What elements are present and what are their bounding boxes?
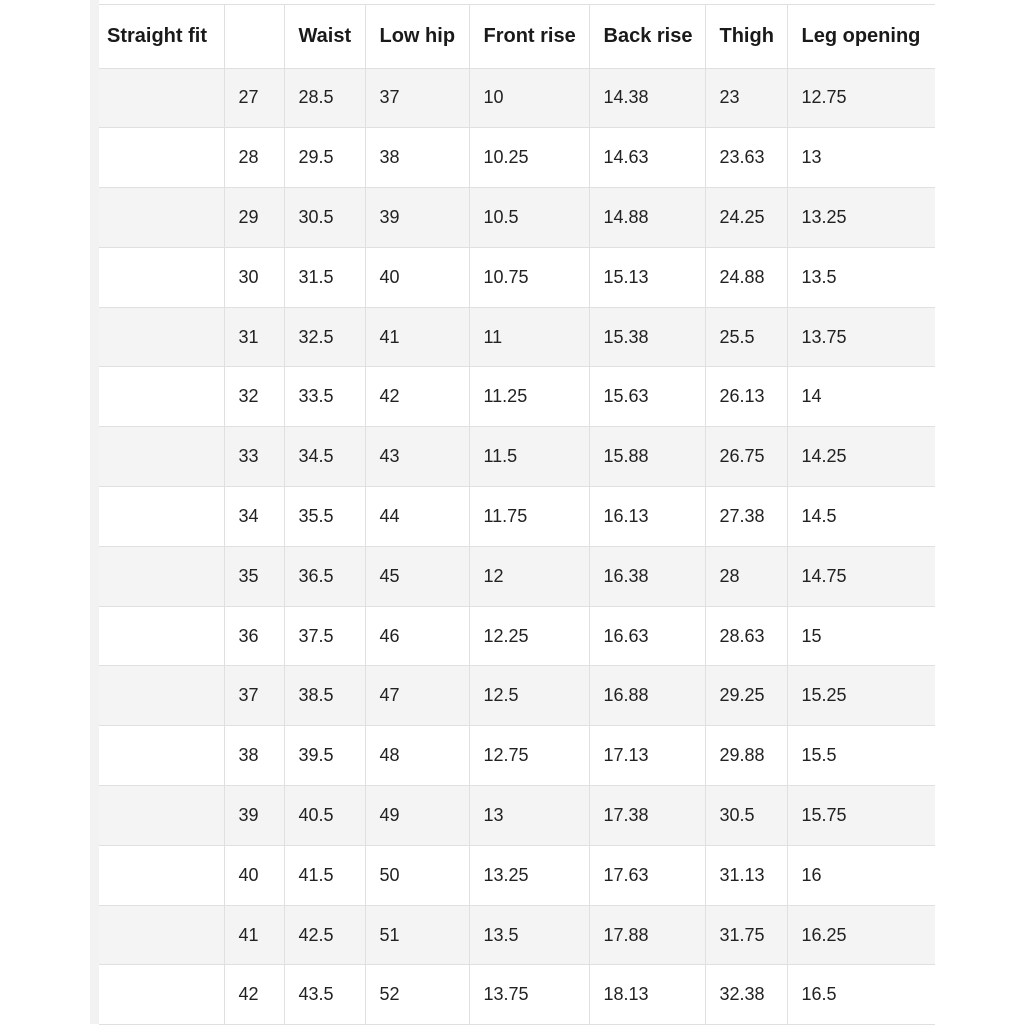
- front-rise-cell: 13.75: [469, 965, 589, 1025]
- thigh-cell: 32.38: [705, 965, 787, 1025]
- front-rise-cell: 12: [469, 546, 589, 606]
- waist-cell: 30.5: [284, 188, 365, 248]
- leg-opening-cell: 14.75: [787, 546, 935, 606]
- back-rise-cell: 14.88: [589, 188, 705, 248]
- back-rise-cell: 15.38: [589, 307, 705, 367]
- fit-cell: [99, 905, 224, 965]
- size-cell: 34: [224, 487, 284, 547]
- back-rise-cell: 15.88: [589, 427, 705, 487]
- leg-opening-cell: 13.25: [787, 188, 935, 248]
- size-cell: 40: [224, 845, 284, 905]
- fit-cell: [99, 786, 224, 846]
- low-hip-cell: 50: [365, 845, 469, 905]
- low-hip-cell: 51: [365, 905, 469, 965]
- fit-header: Straight fit: [99, 5, 224, 68]
- fit-cell: [99, 965, 224, 1025]
- thigh-cell: 30.5: [705, 786, 787, 846]
- waist-cell: 35.5: [284, 487, 365, 547]
- thigh-cell: 29.25: [705, 666, 787, 726]
- waist-cell: 34.5: [284, 427, 365, 487]
- leg-opening-cell: 15: [787, 606, 935, 666]
- thigh-cell: 24.25: [705, 188, 787, 248]
- leg-opening-cell: 13: [787, 128, 935, 188]
- front-rise-cell: 10.5: [469, 188, 589, 248]
- thigh-cell: 31.13: [705, 845, 787, 905]
- table-row: [99, 367, 935, 427]
- table-row: [99, 247, 935, 307]
- low-hip-cell: 42: [365, 367, 469, 427]
- thigh-cell: 24.88: [705, 247, 787, 307]
- leg-opening-cell: 13.75: [787, 307, 935, 367]
- size-chart-container: [99, 4, 935, 1025]
- waist-cell: 31.5: [284, 247, 365, 307]
- fit-cell: [99, 68, 224, 128]
- table-row: [99, 965, 935, 1025]
- front-rise-cell: 11: [469, 307, 589, 367]
- back-rise-cell: 17.13: [589, 726, 705, 786]
- fit-cell: [99, 487, 224, 547]
- front-rise-cell: 13: [469, 786, 589, 846]
- waist-cell: 41.5: [284, 845, 365, 905]
- leg-opening-cell: 15.75: [787, 786, 935, 846]
- fit-cell: [99, 247, 224, 307]
- waist-cell: 32.5: [284, 307, 365, 367]
- fit-cell: [99, 367, 224, 427]
- waist-cell: 36.5: [284, 546, 365, 606]
- table-header: [99, 5, 935, 68]
- fit-cell: [99, 546, 224, 606]
- low-hip-cell: 38: [365, 128, 469, 188]
- table-row: [99, 188, 935, 248]
- low-hip-cell: 39: [365, 188, 469, 248]
- back-rise-cell: 17.63: [589, 845, 705, 905]
- low-hip-cell: 45: [365, 546, 469, 606]
- fit-cell: [99, 606, 224, 666]
- table-row: [99, 487, 935, 547]
- size-cell: 32: [224, 367, 284, 427]
- back-rise-cell: 16.38: [589, 546, 705, 606]
- fit-cell: [99, 845, 224, 905]
- size-cell: 41: [224, 905, 284, 965]
- front-rise-cell: 10.25: [469, 128, 589, 188]
- thigh-cell: 23: [705, 68, 787, 128]
- thigh-cell: 27.38: [705, 487, 787, 547]
- front-rise-cell: 12.75: [469, 726, 589, 786]
- table-row: [99, 726, 935, 786]
- low-hip-cell: 43: [365, 427, 469, 487]
- thigh-cell: 28: [705, 546, 787, 606]
- table-row: [99, 606, 935, 666]
- thigh-cell: 31.75: [705, 905, 787, 965]
- fit-cell: [99, 188, 224, 248]
- waist-cell: 38.5: [284, 666, 365, 726]
- leg-opening-cell: 12.75: [787, 68, 935, 128]
- table-row: [99, 427, 935, 487]
- low-hip-cell: 52: [365, 965, 469, 1025]
- back-rise-cell: 16.13: [589, 487, 705, 547]
- leg-opening-cell: 16.5: [787, 965, 935, 1025]
- front-rise-cell: 10: [469, 68, 589, 128]
- waist-cell: 28.5: [284, 68, 365, 128]
- low-hip-cell: 40: [365, 247, 469, 307]
- back-rise-header: Back rise: [589, 5, 705, 68]
- front-rise-cell: 11.75: [469, 487, 589, 547]
- size-cell: 28: [224, 128, 284, 188]
- fit-cell: [99, 666, 224, 726]
- leg-opening-cell: 15.25: [787, 666, 935, 726]
- size-cell: 29: [224, 188, 284, 248]
- back-rise-cell: 16.88: [589, 666, 705, 726]
- back-rise-cell: 14.38: [589, 68, 705, 128]
- table-row: [99, 307, 935, 367]
- size-cell: 27: [224, 68, 284, 128]
- waist-cell: 33.5: [284, 367, 365, 427]
- waist-header: Waist: [284, 5, 365, 68]
- low-hip-cell: 48: [365, 726, 469, 786]
- front-rise-cell: 11.5: [469, 427, 589, 487]
- leg-opening-cell: 14.5: [787, 487, 935, 547]
- left-gutter: [90, 0, 99, 1024]
- leg-opening-cell: 13.5: [787, 247, 935, 307]
- thigh-cell: 29.88: [705, 726, 787, 786]
- low-hip-cell: 47: [365, 666, 469, 726]
- leg-opening-cell: 14: [787, 367, 935, 427]
- back-rise-cell: 17.38: [589, 786, 705, 846]
- table-row: [99, 786, 935, 846]
- size-header: [224, 5, 284, 68]
- thigh-header: Thigh: [705, 5, 787, 68]
- waist-cell: 39.5: [284, 726, 365, 786]
- leg-opening-cell: 15.5: [787, 726, 935, 786]
- front-rise-cell: 10.75: [469, 247, 589, 307]
- back-rise-cell: 15.13: [589, 247, 705, 307]
- front-rise-header: Front rise: [469, 5, 589, 68]
- waist-cell: 40.5: [284, 786, 365, 846]
- size-cell: 42: [224, 965, 284, 1025]
- size-cell: 35: [224, 546, 284, 606]
- thigh-cell: 26.75: [705, 427, 787, 487]
- front-rise-cell: 13.5: [469, 905, 589, 965]
- thigh-cell: 28.63: [705, 606, 787, 666]
- leg-opening-cell: 16.25: [787, 905, 935, 965]
- fit-cell: [99, 307, 224, 367]
- size-cell: 38: [224, 726, 284, 786]
- low-hip-cell: 49: [365, 786, 469, 846]
- back-rise-cell: 17.88: [589, 905, 705, 965]
- low-hip-header: Low hip: [365, 5, 469, 68]
- table-row: [99, 546, 935, 606]
- fit-cell: [99, 427, 224, 487]
- table-row: [99, 666, 935, 726]
- leg-opening-header: Leg opening: [787, 5, 935, 68]
- front-rise-cell: 11.25: [469, 367, 589, 427]
- header-row: [99, 5, 935, 68]
- leg-opening-cell: 14.25: [787, 427, 935, 487]
- low-hip-cell: 41: [365, 307, 469, 367]
- thigh-cell: 25.5: [705, 307, 787, 367]
- fit-cell: [99, 726, 224, 786]
- table-row: [99, 68, 935, 128]
- waist-cell: 37.5: [284, 606, 365, 666]
- low-hip-cell: 44: [365, 487, 469, 547]
- size-cell: 39: [224, 786, 284, 846]
- back-rise-cell: 15.63: [589, 367, 705, 427]
- low-hip-cell: 37: [365, 68, 469, 128]
- front-rise-cell: 12.25: [469, 606, 589, 666]
- fit-cell: [99, 128, 224, 188]
- table-body: [99, 68, 935, 1025]
- leg-opening-cell: 16: [787, 845, 935, 905]
- table-row: [99, 905, 935, 965]
- back-rise-cell: 18.13: [589, 965, 705, 1025]
- back-rise-cell: 16.63: [589, 606, 705, 666]
- size-cell: 30: [224, 247, 284, 307]
- low-hip-cell: 46: [365, 606, 469, 666]
- front-rise-cell: 12.5: [469, 666, 589, 726]
- waist-cell: 43.5: [284, 965, 365, 1025]
- thigh-cell: 26.13: [705, 367, 787, 427]
- waist-cell: 29.5: [284, 128, 365, 188]
- size-cell: 37: [224, 666, 284, 726]
- size-chart-table: [99, 5, 935, 1025]
- size-cell: 33: [224, 427, 284, 487]
- size-cell: 31: [224, 307, 284, 367]
- thigh-cell: 23.63: [705, 128, 787, 188]
- back-rise-cell: 14.63: [589, 128, 705, 188]
- size-cell: 36: [224, 606, 284, 666]
- table-row: [99, 845, 935, 905]
- table-row: [99, 128, 935, 188]
- waist-cell: 42.5: [284, 905, 365, 965]
- front-rise-cell: 13.25: [469, 845, 589, 905]
